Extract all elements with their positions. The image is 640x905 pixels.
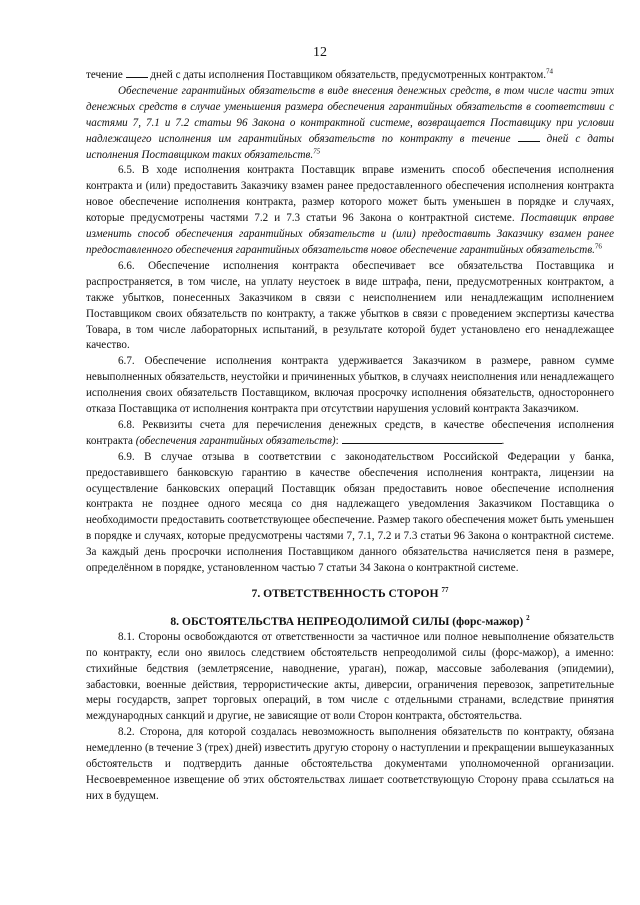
footnote-ref: 76 bbox=[594, 242, 602, 251]
footnote-ref: 77 bbox=[441, 586, 449, 595]
paragraph-text: дней с даты исполнения Поставщиком обязательств, предусмотренных контрактом. bbox=[150, 69, 547, 81]
section-heading-8 bbox=[86, 614, 614, 630]
paragraph-text: дней с даты исполнения Поставщиком таких обязательств. bbox=[86, 132, 614, 161]
paragraph-text: : bbox=[335, 434, 339, 447]
footnote-ref: 75 bbox=[313, 146, 321, 155]
section-heading-7 bbox=[86, 586, 614, 602]
paragraph-8-1: 8.1. Стороны освобождаются от ответственности за частичное или полное невыполнение обязательств по контракту, если оно явилось следствием обстоятельств непреодолимой силы (форс-мажор), а именно: стихийные бедствия (землетрясение, наводнение, ураган), пожар, массовые заболевания (эпидемии), забастовки, военные действия, террористические акты, диверсии, ограничения перевозок, запретительные меры государств, запрет торговых операций, в том числе с отдельными странами, вследствие принятия международных санкций и другие, не зависящие от воли Сторон контракта, обстоятельства. bbox=[86, 630, 614, 723]
paragraph-text: течение bbox=[86, 69, 123, 81]
paragraph-text-italic: Поставщик вправе изменить способ обеспечения гарантийных обязательств и (или) предоставить Заказчику взамен ранее предоставленного обеспечения гарантийных обязательств новое обеспечение гарантийных обязательств. bbox=[86, 212, 614, 256]
paragraph-warranty-return bbox=[86, 84, 614, 164]
blank-field bbox=[126, 68, 148, 78]
paragraph-8-2: 8.2. Сторона, для которой создалась невозможность выполнения обязательств по контракту, обязана немедленно (в течение 3 (трех) дней) известить другую сторону о наступлении и прекращении вышеуказанных обстоятельств и подтвердить данные обстоятельства документами уполномоченной организации. Несвоевременное извещение об этих обстоятельствах лишает соответствующую Сторону права ссылаться на них в будущем. bbox=[86, 726, 614, 802]
paragraph-6-6: 6.6. Обеспечение исполнения контракта обеспечивает все обязательства Поставщика и распространяется, в том числе, на уплату неустоек в виде штрафа, пени, предусмотренных контрактом, а также убытков, понесенных Заказчиком в связи с неисполнением или ненадлежащим исполнением Поставщиком своих обязательств по контракту, а также убытков в связи с проведением экспертизы качества Товара, в том числе лабораторных испытаний, в результате которой будет установлено его ненадлежащее качество. bbox=[86, 259, 614, 352]
paragraph-text-italic: (обеспечения гарантийных обязательств) bbox=[135, 434, 336, 447]
paragraph-text: Обеспечение гарантийных обязательств в виде внесения денежных средств, в том числе части этих денежных средств в случае уменьшения размера обеспечения гарантийных обязательств в соответствии с частями 7, 7.1 и 7.2 статьи 96 Закона о контрактной системе, возвращается Поставщику при условии надлежащего исполнения им гарантийных обязательств по контракту в течение bbox=[86, 84, 614, 145]
blank-field bbox=[342, 434, 502, 444]
paragraph-text: 6.8. Реквизиты счета для перечисления денежных средств, в качестве обеспечения исполнения контракта bbox=[86, 418, 614, 447]
paragraph-6-9: 6.9. В случае отзыва в соответствии с законодательством Российской Федерации у банка, предоставившего банковскую гарантию в качестве обеспечения исполнения контракта, лицензии на осуществление банковских операций Поставщик обязан предоставить новое обеспечение исполнения контракта не позднее одного месяца со дня надлежащего уведомления Заказчиком Поставщика о необходимости предоставить соответствующее обеспечение. Размер такого обеспечения может быть уменьшен в порядке и случаях, которые предусмотрены частями 7, 7.1, 7.2 и 7.3 статьи 96 Закона о контрактной системе. За каждый день просрочки исполнения Поставщиком данного обязательства начисляется пеня в размере, определённом в порядке, установленном частью 7 статьи 34 Закона о контрактной системе. bbox=[86, 450, 614, 575]
footnote-ref: 74 bbox=[546, 67, 554, 76]
heading-text: 8. ОБСТОЯТЕЛЬСТВА НЕПРЕОДОЛИМОЙ СИЛЫ (форс-мажор) bbox=[170, 614, 524, 628]
paragraph-text: . bbox=[501, 434, 505, 447]
paragraph-6-5 bbox=[86, 163, 614, 258]
page-number: 12 bbox=[313, 45, 327, 60]
heading-text: 7. ОТВЕТСТВЕННОСТЬ СТОРОН bbox=[251, 587, 439, 600]
paragraph-6-4-end bbox=[86, 68, 614, 84]
footnote-ref: 2 bbox=[526, 614, 530, 623]
paragraph-6-7: 6.7. Обеспечение исполнения контракта удерживается Заказчиком в размере, равном сумме невыполненных обязательств, неустойки и причиненных убытков, в случаях неисполнения или ненадлежащего исполнения своих обязательств Поставщиком, включая просрочку исполнения обязательств, одностороннего отказа Поставщика от исполнения контракта при отсутствии нарушения условий контракта Заказчиком. bbox=[86, 355, 614, 416]
paragraph-6-8 bbox=[86, 418, 614, 450]
document-body bbox=[86, 68, 614, 805]
blank-field bbox=[518, 132, 540, 142]
paragraph-text: 6.5. В ходе исполнения контракта Поставщик вправе изменить способ обеспечения исполнения контракта и (или) предоставить Заказчику взамен ранее предоставленного обеспечения исполнения контракта новое обеспечение исполнения контракта, размер которого может быть уменьшен в порядке и случаях, которые предусмотрены частями 7.2 и 7.3 статьи 96 Закона о контрактной системе. bbox=[86, 164, 614, 225]
